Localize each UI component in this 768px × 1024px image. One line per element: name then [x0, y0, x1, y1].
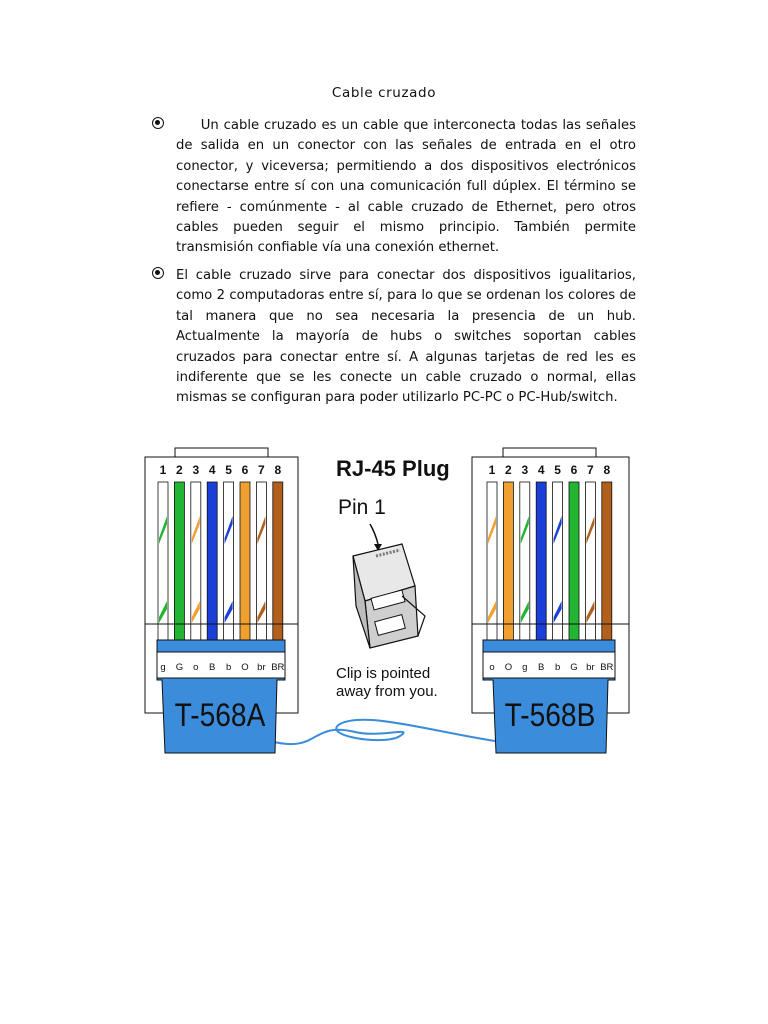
- paragraph-text: Un cable cruzado es un cable que interconecta todas las señales de salida en un conector con las señales de entrada en el otro conector, y viceversa; permitiendo a dos dispositivos electrónicos conectarse entre sí con una comunicación full dúplex. El término se refiere - comúnmente - al cable cruzado de Ethernet, pero otros cables pueden seguir el mismo principio. También permite transmisión confiable vía una conexión ethernet.: [176, 118, 641, 256]
- pin1-label: Pin 1: [338, 496, 386, 519]
- bullet-paragraph-2: [152, 266, 636, 409]
- wire-pin-8: [273, 482, 283, 640]
- wire-pin-6: [569, 482, 579, 640]
- pin-number: 4: [537, 463, 545, 477]
- pin-number: 2: [505, 463, 512, 477]
- pin-number: 5: [554, 463, 561, 477]
- crossover-wiring-diagram: [140, 436, 640, 766]
- document-title: Cable cruzado: [331, 85, 437, 101]
- wire-color-code: g: [160, 662, 166, 673]
- wire-color-code: b: [554, 662, 561, 673]
- bullet-paragraph-1: [152, 116, 641, 259]
- wire-pin-2: [503, 482, 513, 640]
- wire-color-code: O: [504, 662, 513, 673]
- pin-number: 6: [570, 463, 578, 477]
- clip-note-line1: Clip is pointed: [336, 665, 431, 682]
- wire-color-code: BR: [600, 662, 614, 673]
- pin-number: 5: [225, 463, 232, 477]
- wire-color-code: B: [209, 662, 216, 673]
- standard-label-right: T-568B: [504, 698, 596, 734]
- pin-number: 7: [587, 463, 594, 477]
- wire-pin-6: [240, 482, 250, 640]
- wire-color-code: G: [570, 662, 578, 673]
- wire-color-code: O: [241, 662, 249, 673]
- wire-pin-2: [174, 482, 184, 640]
- wire-color-code: G: [175, 662, 184, 673]
- pin-number: 7: [258, 463, 265, 477]
- right-connector-t568b: [472, 448, 629, 753]
- wire-color-code: B: [538, 662, 545, 673]
- wire-color-code: g: [522, 662, 528, 673]
- pin-number: 8: [274, 463, 282, 477]
- wire-pin-4: [207, 482, 217, 640]
- wire-pin-4: [536, 482, 546, 640]
- pin-number: 2: [176, 463, 183, 477]
- clip-note-line2: away from you.: [336, 683, 438, 700]
- wire-pin-8: [602, 482, 612, 640]
- pin-number: 1: [159, 463, 167, 477]
- pin-number: 4: [208, 463, 216, 477]
- plug-title: RJ-45 Plug: [336, 456, 450, 481]
- pin-number: 1: [488, 463, 496, 477]
- wire-color-code: br: [257, 662, 266, 673]
- wire-color-code: o: [193, 662, 199, 673]
- wire-color-code: o: [489, 662, 495, 673]
- paragraph-text: El cable cruzado sirve para conectar dos dispositivos igualitarios, como 2 computadoras entre sí, para lo que se ordenan los colores de tal manera que no sea necesaria la presencia de un hub. Actualmente la mayoría de hubs o switches soportan cables cruzados para conectar entre sí. A algunas tarjetas de red les es indiferente que se les conecte un cable cruzado o normal, ellas mismas se configuran para poder utilizarlo PC-PC o PC-Hub/switch.: [176, 268, 636, 406]
- standard-label-left: T-568A: [174, 698, 266, 734]
- radio-bullet-icon: [152, 267, 164, 279]
- pin-number: 6: [241, 463, 249, 477]
- pin-number: 3: [192, 463, 200, 477]
- radio-bullet-icon: [152, 117, 164, 129]
- pin-number: 3: [521, 463, 529, 477]
- wire-color-code: b: [225, 662, 232, 673]
- left-connector-t568a: [145, 448, 298, 753]
- wire-color-code: br: [586, 662, 595, 673]
- wire-color-code: BR: [271, 662, 285, 673]
- crossover-cable: [270, 720, 495, 744]
- pin-number: 8: [603, 463, 611, 477]
- rj45-plug-icon: [353, 524, 425, 648]
